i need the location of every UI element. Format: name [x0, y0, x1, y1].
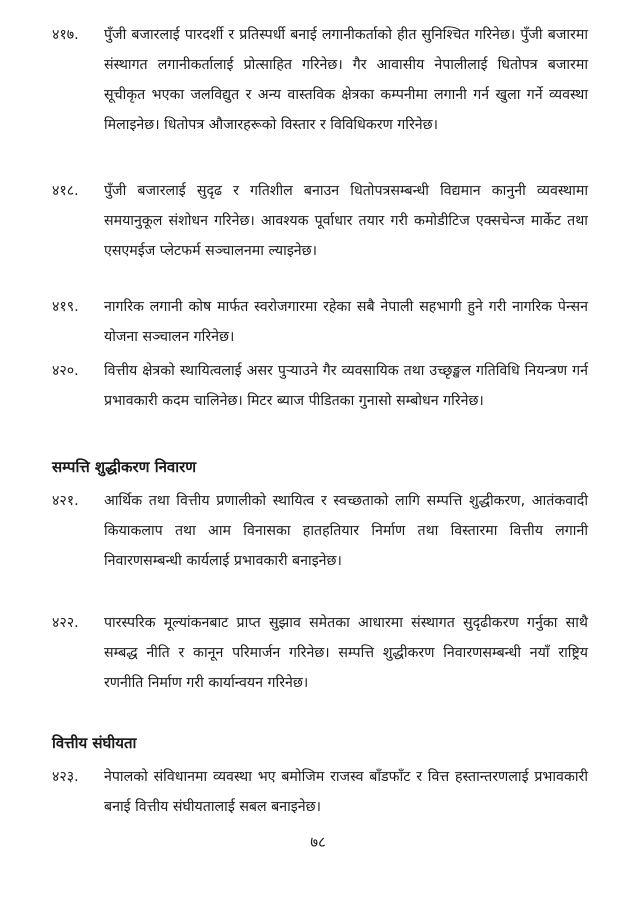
paragraph-text: पुँजी बजारलाई सुदृढ र गतिशील बनाउन धितोपत्रसम्बन्धी विद्यमान कानुनी व्यवस्थामा समयानुकूल संशोधन गरिनेछ। आवश्यक पूर्वाधार तयार गरी कमोडीटिज एक्सचेन्ज मार्केट तथा एसएमईज प्लेटफर्म सञ्चालनमा ल्याइनेछ।	[104, 183, 588, 259]
paragraph-text: पुँजी बजारलाई पारदर्शी र प्रतिस्पर्धी बनाई लगानीकर्ताको हीत सुनिश्चित गरिनेछ। पुँजी बजारमा संस्थागत लगानीकर्तालाई प्रोत्साहित गरिनेछ। गैर आवासीय नेपालीलाई धितोपत्र बजारमा सूचीकृत भएका जलविद्युत र अन्य वास्तविक क्षेत्रका कम्पनीमा लगानी गर्न खुला गर्ने व्यवस्था मिलाइनेछ। धितोपत्र औजारहरूको विस्तार र विविधिकरण गरिनेछ।	[104, 27, 588, 133]
paragraph-text: वित्तीय क्षेत्रको स्थायित्वलाई असर पुऱ्याउने गैर व्यवसायिक तथा उच्छृङ्खल गतिविधि नियन्त्रण गर्न प्रभावकारी कदम चालिनेछ। मिटर ब्याज पीडितका गुनासो सम्बोधन गरिनेछ।	[104, 363, 588, 409]
paragraph-number: ४२०.	[52, 363, 79, 379]
paragraph-number: ४१८.	[52, 183, 79, 199]
paragraph-number: ४१७.	[52, 27, 79, 43]
paragraph-417	[52, 20, 588, 140]
page-number: ७८	[310, 833, 326, 851]
section-heading-money-laundering: सम्पत्ति शुद्धीकरण निवारण	[52, 458, 197, 476]
paragraph-number: ४१९.	[52, 299, 79, 315]
paragraph-423	[52, 762, 588, 822]
paragraph-number: ४२१.	[52, 493, 79, 509]
paragraph-text: नागरिक लगानी कोष मार्फत स्वरोजगारमा रहेका सबै नेपाली सहभागी हुने गरी नागरिक पेन्सन योजना सञ्चालन गरिनेछ।	[104, 299, 588, 345]
section-heading-fiscal-federalism: वित्तीय संघीयता	[52, 734, 137, 752]
paragraph-421	[52, 486, 588, 576]
paragraph-text: पारस्परिक मूल्यांकनबाट प्राप्त सुझाव समेतका आधारमा संस्थागत सुदृढीकरण गर्नुका साथै सम्बद्ध नीति र कानून परिमार्जन गरिनेछ। सम्पत्ति शुद्धीकरण निवारणसम्बन्धी नयाँ राष्ट्रिय रणनीति निर्माण गरी कार्यान्वयन गरिनेछ।	[104, 615, 588, 691]
paragraph-text: आर्थिक तथा वित्तीय प्रणालीको स्थायित्व र स्वच्छताको लागि सम्पत्ति शुद्धीकरण, आतंकवादी कियाकलाप तथा आम विनासका हातहतियार निर्माण तथा विस्तारमा वित्तीय लगानी निवारणसम्बन्धी कार्यलाई प्रभावकारी बनाइनेछ।	[104, 493, 588, 569]
paragraph-422	[52, 608, 588, 698]
paragraph-419	[52, 292, 588, 352]
paragraph-420	[52, 356, 588, 416]
paragraph-number: ४२३.	[52, 769, 79, 785]
paragraph-418	[52, 176, 588, 266]
paragraph-number: ४२२.	[52, 615, 79, 631]
paragraph-text: नेपालको संविधानमा व्यवस्था भए बमोजिम राजस्व बाँडफाँट र वित्त हस्तान्तरणलाई प्रभावकारी बनाई वित्तीय संघीयतालाई सबल बनाइनेछ।	[104, 769, 588, 815]
